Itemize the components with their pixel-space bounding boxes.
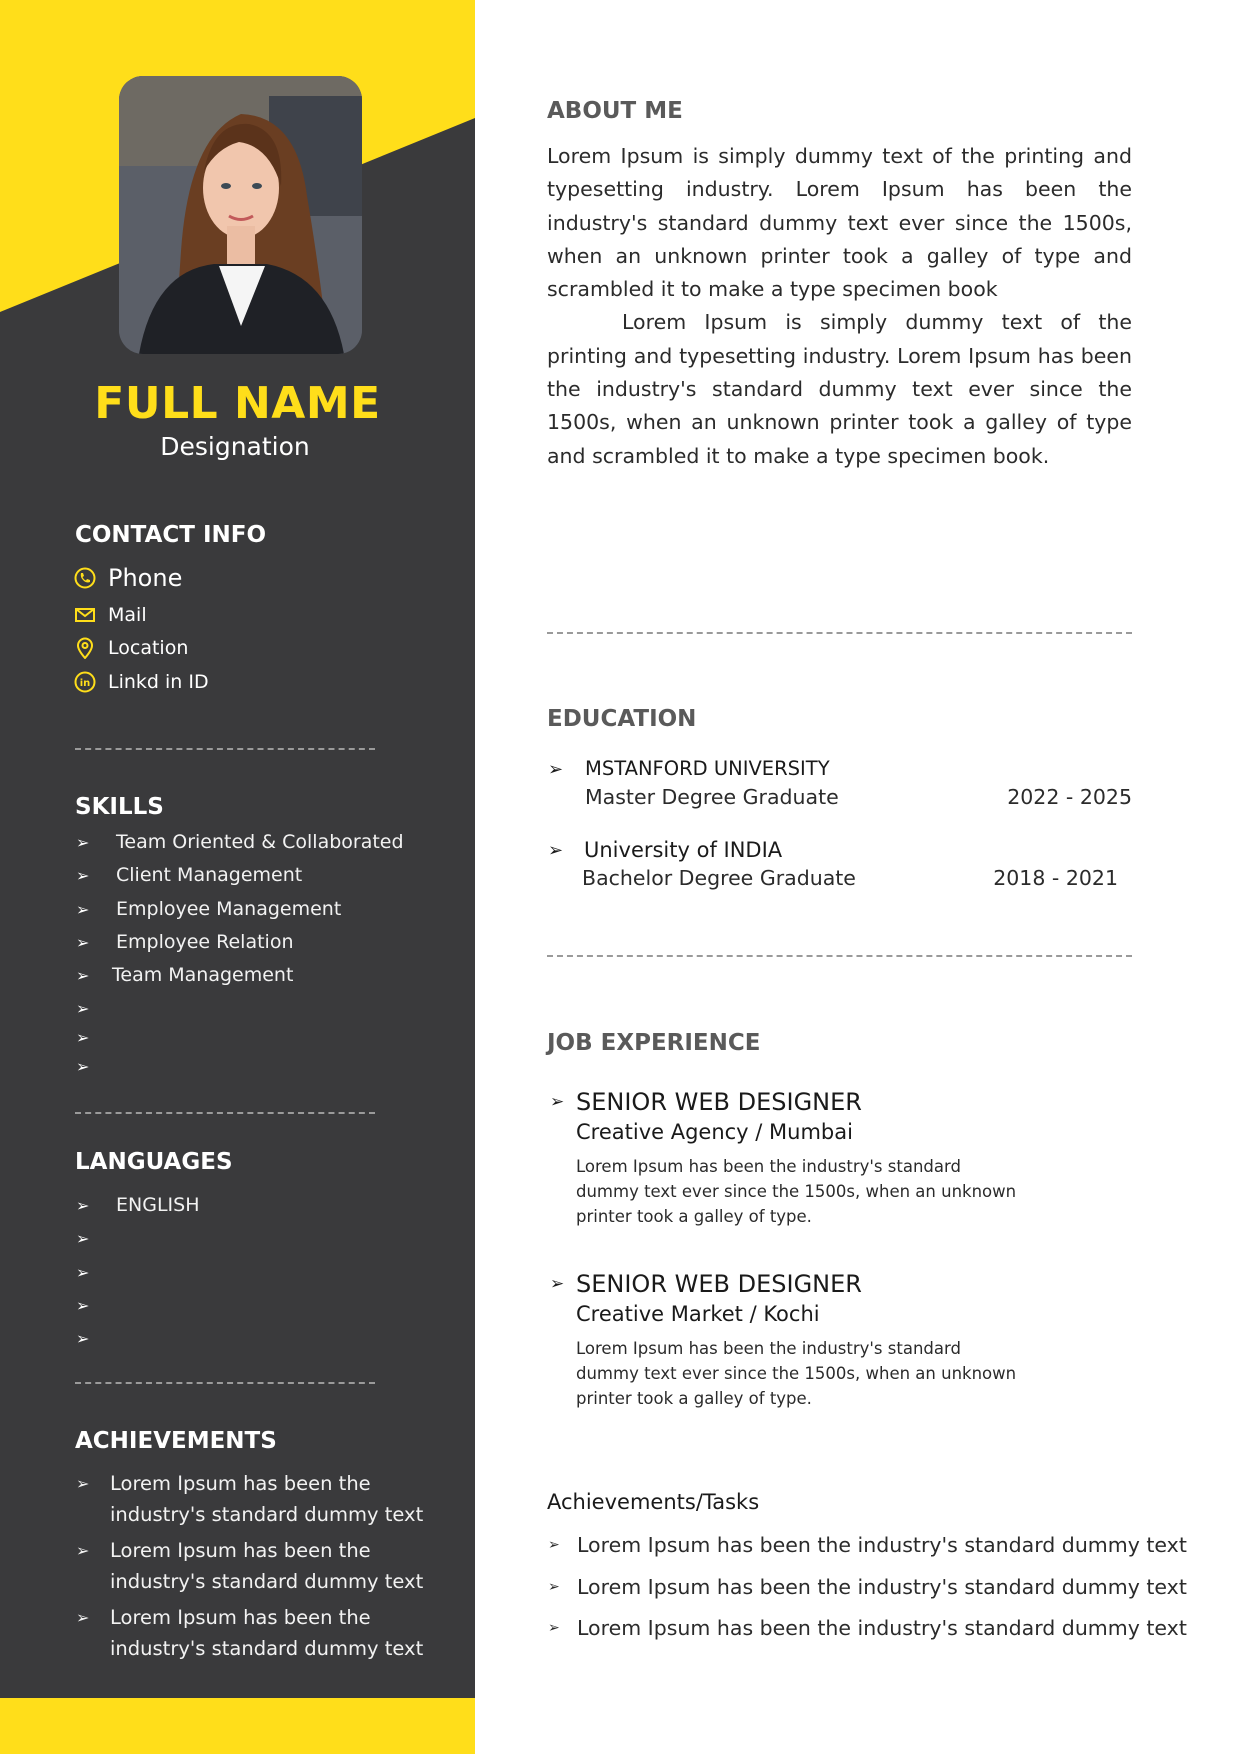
contact-mail[interactable] <box>74 604 147 626</box>
list-item: ➢ Lorem Ipsum has been the industry's standard dummy text <box>76 1468 456 1535</box>
arrow-bullet-icon: ➢ <box>548 759 564 780</box>
arrow-bullet-icon: ➢ <box>76 899 90 919</box>
arrow-bullet-icon: ➢ <box>76 1474 90 1493</box>
arrow-bullet-icon: ➢ <box>76 1295 90 1315</box>
arrow-bullet-icon: ➢ <box>76 932 90 952</box>
school-name: MSTANFORD UNIVERSITY <box>585 757 830 780</box>
job-company: Creative Agency / Mumbai <box>576 1120 853 1144</box>
job-title: SENIOR WEB DESIGNER <box>576 1270 862 1298</box>
arrow-bullet-icon: ➢ <box>76 1028 90 1048</box>
arrow-bullet-icon: ➢ <box>548 1537 560 1553</box>
languages-heading: LANGUAGES <box>75 1149 233 1175</box>
contact-linkedin[interactable] <box>74 671 209 693</box>
arrow-bullet-icon: ➢ <box>550 1092 565 1112</box>
contact-info-heading: CONTACT INFO <box>75 522 267 548</box>
job-description: Lorem Ipsum has been the industry's standard dummy text ever since the 1500s, when an unknown printer took a galley of type. <box>576 1339 1017 1408</box>
profile-photo <box>119 76 362 354</box>
skills-heading: SKILLS <box>75 794 164 820</box>
arrow-bullet-icon: ➢ <box>76 1608 90 1627</box>
divider <box>547 955 1132 957</box>
divider <box>75 748 375 750</box>
arrow-bullet-icon: ➢ <box>76 966 90 986</box>
designation: Designation <box>160 432 310 461</box>
degree: Master Degree Graduate <box>585 785 839 809</box>
arrow-bullet-icon: ➢ <box>548 1620 560 1636</box>
contact-phone[interactable] <box>74 564 182 592</box>
school-name: University of INDIA <box>584 838 783 862</box>
contact-mail-label: Mail <box>108 604 147 626</box>
arrow-bullet-icon: ➢ <box>548 840 564 861</box>
about-text <box>547 140 1132 473</box>
location-pin-icon <box>74 637 96 659</box>
about-paragraph: Lorem Ipsum is simply dummy text of the printing and typesetting industry. Lorem Ipsum has been the industry's standard dummy text ever since the 1500s, when an unknown printer took a galley of type and scrambled it to make a type specimen book. <box>547 310 1132 468</box>
list-item: ➢ Lorem Ipsum has been the industry's standard dummy text <box>76 1602 456 1669</box>
arrow-bullet-icon: ➢ <box>76 999 90 1019</box>
arrow-bullet-icon: ➢ <box>548 1578 560 1595</box>
achievements-list <box>76 1468 456 1669</box>
degree: Bachelor Degree Graduate <box>582 866 856 890</box>
about-heading: ABOUT ME <box>547 98 683 124</box>
svg-text:in: in <box>79 678 91 689</box>
sidebar-footer-bar <box>0 1698 475 1754</box>
contact-linkedin-label: Linkd in ID <box>108 671 209 693</box>
contact-location[interactable] <box>74 637 188 659</box>
tasks-heading: Achievements/Tasks <box>547 1490 760 1514</box>
job-experience-heading: JOB EXPERIENCE <box>547 1030 761 1056</box>
divider <box>547 632 1132 634</box>
contact-location-label: Location <box>108 637 189 659</box>
full-name: FULL NAME <box>94 378 381 429</box>
job-title: SENIOR WEB DESIGNER <box>576 1088 862 1116</box>
arrow-bullet-icon: ➢ <box>550 1274 565 1294</box>
arrow-bullet-icon: ➢ <box>76 1057 90 1077</box>
years: 2018 - 2021 <box>993 866 1118 890</box>
arrow-bullet-icon: ➢ <box>76 1329 90 1349</box>
arrow-bullet-icon: ➢ <box>76 1229 90 1249</box>
linkedin-icon <box>74 671 96 693</box>
arrow-bullet-icon: ➢ <box>76 866 90 886</box>
sidebar: FULL NAME Designation CONTACT INFO Phone Mail Location in Linkd in ID SKILLS ➢ Team Oriented & Collaborated ➢ Client Management ➢ Employee Management ➢ Employee Relation ➢ Team Management ➢ ➢ ➢ LANGUAGES ➢ ENGLISH ➢ ➢ ➢ ➢ ACHIEVEMENTS ➢ Lorem Ipsum has been the industry's standard dummy text ➢ Lorem Ipsum has been the industry's standard dummy text ➢ Lorem Ipsum has been the industry's standard dummy text <box>0 0 475 1754</box>
contact-phone-label: Phone <box>108 564 183 592</box>
arrow-bullet-icon: ➢ <box>76 1262 90 1282</box>
job-company: Creative Market / Kochi <box>576 1302 820 1326</box>
mail-icon <box>74 604 96 626</box>
arrow-bullet-icon: ➢ <box>76 1541 90 1560</box>
about-paragraph: Lorem Ipsum is simply dummy text of the printing and typesetting industry. Lorem Ipsum has been the industry's standard dummy text ever since the 1500s, when an unknown printer took a galley of type and scrambled it to make a type specimen book <box>547 144 1132 302</box>
education-heading: EDUCATION <box>547 706 697 732</box>
list-item: ➢ Lorem Ipsum has been the industry's standard dummy text <box>76 1535 456 1602</box>
phone-icon <box>74 567 96 589</box>
divider <box>75 1382 375 1384</box>
job-description: Lorem Ipsum has been the industry's standard dummy text ever since the 1500s, when an unknown printer took a galley of type. <box>576 1157 1017 1226</box>
arrow-bullet-icon: ➢ <box>76 1196 90 1215</box>
arrow-bullet-icon: ➢ <box>76 833 90 852</box>
achievements-heading: ACHIEVEMENTS <box>75 1428 277 1454</box>
years: 2022 - 2025 <box>1007 785 1132 809</box>
divider <box>75 1112 375 1114</box>
